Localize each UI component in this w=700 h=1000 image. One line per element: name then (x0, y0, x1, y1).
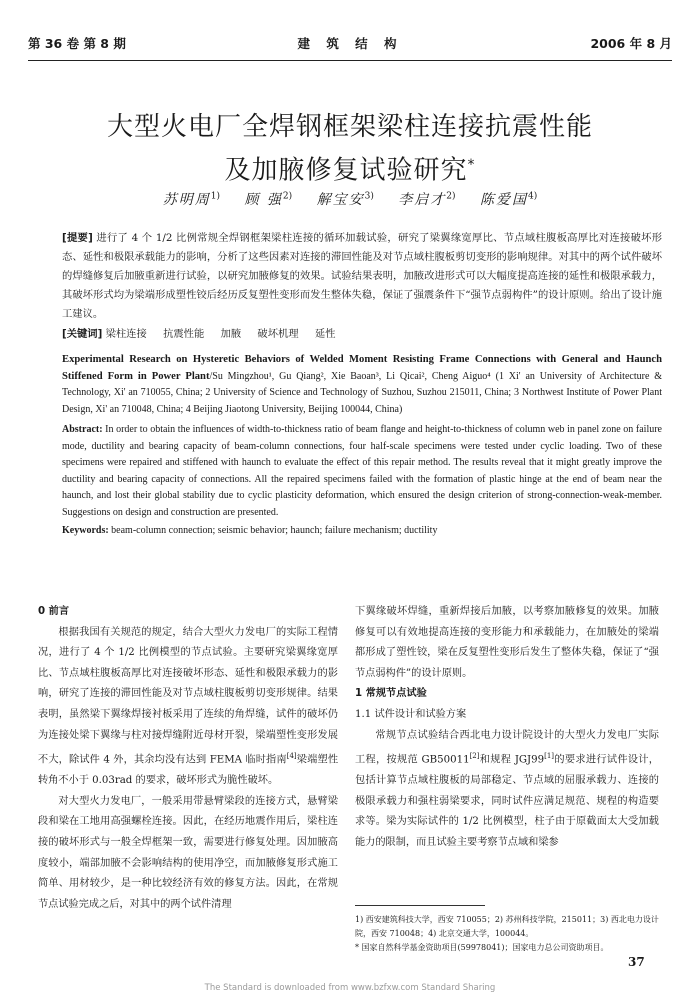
title-line-2: 及加腋修复试验研究 (224, 155, 468, 186)
keywords-label: [关键词] (62, 328, 103, 340)
author: 李启才$^{2)}$ (398, 191, 456, 208)
english-abstract-label: Abstract: (62, 424, 103, 435)
english-title: Experimental Research on Hysteretic Behaviors of Welded Moment Resisting Frame Connections with General and Haunch Stiffened Form in Power Plant (62, 354, 662, 382)
keyword: 抗震性能 (163, 328, 205, 340)
abstract-label: [提要] (62, 232, 93, 244)
author: 苏明周$^{1)}$ (162, 191, 220, 208)
download-watermark: The Standard is downloaded from www.bzfxw.com Standard Sharing (204, 983, 496, 993)
page-number: 37 (628, 955, 645, 969)
header-journal: 建 筑 结 构 (297, 36, 403, 51)
english-affiliations: (1 Xi' an University of Architecture & Technology, Xi' an 710055, China; 2 University of Science and Technology of Suzhou, Suzhou 215011, China; 3 Northwest Institute of Power Plant Design, Xi' an 710048, China; 4 Beijing Jiaotong University, Beijing 100044, China) (62, 370, 663, 415)
title-line-1: 大型火电厂全焊钢框架梁柱连接抗震性能 (106, 112, 593, 142)
abstract-chinese (62, 229, 662, 324)
body-paragraph-continued: 下翼缘破坏焊缝，重新焊接后加腋，以考察加腋修复的效果。加腋修复可以有效地提高连接的变形能力和承载能力，在加腋处的梁端都形成了塑性铰，梁在反复塑性变形后发生了整体失稳，保证了“强节点弱构件”的设计原则。 (355, 606, 659, 679)
paper-title (60, 108, 640, 190)
body-paragraph: 对大型火力发电厂，一般采用带悬臂梁段的连接方式，悬臂梁段和梁在工地用高强螺栓连接。因此，在经历地震作用后，梁柱连接的破坏形式与一般全焊框架一致，需要进行修复处理。因加腋高度较小，端部加腋不会影响结构的使用净空，而加腋修复形式施工简单、用材较少，是一种比较经济有效的修复方法。因此，在常规节点试验完成之后，对其中的两个试件清理 (38, 795, 338, 910)
section-heading-0: 0 前言 (38, 606, 70, 617)
author: 解宝安$^{3)}$ (316, 191, 374, 208)
body-column-left (38, 602, 338, 915)
body-paragraph: 常规节点试验结合西北电力设计院设计的大型火力发电厂实际工程，按规范 GB50011[2]和规程 JGJ99[1]的要求进行试件设计，包括计算节点域柱腹板的局部稳定、节点域的屈服承载力、连接的极限承载力和强柱弱梁要求，同时试件应满足规范、规程的构造要求等。梁为实际试件的 1/2 比例模型，柱子由于原截面太大受加载能力的限制，而且试验主要考察节点域和梁参 (355, 729, 659, 848)
body-paragraph: 根据我国有关规范的规定，结合大型火力发电厂的实际工程情况，进行了 4 个 1/2 比例模型的节点试验。主要研究梁翼缘宽厚比、节点域柱腹板高厚比对连接破坏形态、延性和极限承载力的影响，研究了连接的滞回性能及对节点域柱腹板剪切变形规律。结果表明，虽然梁下翼缘焊接衬板采用了连续的角焊缝，试件的破坏仍为连接处梁下翼缘与柱对接焊缝附近母材开裂，梁端塑性变形发展不大，除试件 4 外，其余均没有达到 FEMA 临时指南[4]梁端塑性转角不小于 0.03rad 的要求，破坏形式为脆性破坏。 (38, 626, 339, 787)
keyword: 加腋 (220, 328, 242, 340)
author: 顾 强$^{2)}$ (244, 191, 293, 208)
footnote-funding: * 国家自然科学基金资助项目(59978041)；国家电力总公司资助项目。 (355, 943, 609, 952)
keyword: 梁柱连接 (105, 328, 147, 340)
abstract-text: 进行了 4 个 1/2 比例常规全焊钢框架梁柱连接的循环加载试验，研究了梁翼缘宽厚比、节点域柱腹板高厚比对连接破坏形态、延性和极限承载能力的影响，分析了这些因素对连接的滞回性能及对节点域柱腹板剪切变形的影响规律。对其中的两个试件破坏的焊缝修复后加腋重新进行试验，以研究加腋修复的效果。试验结果表明，加腋改进形式可以大幅度提高连接的延性和极限承载力，其破坏形式均为梁端形成塑性铰后经历反复塑性变形而发生整体失稳，保证了强震条件下“强节点弱构件”的设计原则。给出了设计施工建议。 (62, 232, 663, 320)
footnote-affiliations: 1) 西安建筑科技大学，西安 710055；2) 苏州科技学院，215011；3) 西北电力设计院，西安 710048；4) 北京交通大学，100044。 (355, 915, 659, 938)
citation: [2] (469, 752, 480, 761)
citation: [4] (286, 752, 297, 761)
running-header (28, 34, 672, 54)
english-keywords-text: beam-column connection; seismic behavior; haunch; failure mechanism; ductility (111, 525, 438, 536)
english-keywords-label: Keywords: (62, 525, 109, 536)
keyword: 破坏机理 (257, 328, 299, 340)
body-column-right (355, 602, 659, 854)
author: 陈爱国$^{4)}$ (480, 191, 538, 208)
keyword: 延性 (314, 328, 336, 340)
header-date: 2006 年 8 月 (590, 36, 672, 51)
footnotes (355, 913, 659, 955)
footnote-rule (355, 905, 485, 906)
english-abstract-text: In order to obtain the influences of width-to-thickness ratio of beam flange and height-to-thickness of column web in panel zone on failure mode, ductility and bearing capacity of beam-column connections, four half-scale specimens were tested under cyclic loading. Two of these specimens were repaired and stiffened with haunch to evaluate the effect of this repair method. The results reveal that it might greatly improve the ductility and bearing capacity of connections. All the repaired specimens failed with the formation of plastic hinge at the end of beam near the haunch, and lost their global stability due to cyclic plasticity deformation, which ensured the design criterion of strong-connection-weak-member. Suggestions on design and construction are presented. (62, 424, 662, 518)
english-abstract-block (62, 352, 662, 540)
title-footnote-mark: * (467, 157, 476, 173)
header-volume: 第 36 卷 第 8 期 (28, 36, 126, 51)
subsection-heading-1-1: 1.1 试件设计和试验方案 (355, 708, 467, 720)
section-heading-1: 1 常规节点试验 (355, 688, 427, 700)
author-list (60, 189, 640, 209)
english-authors: /Su Mingzhou¹, Gu Qiang², Xie Baoan³, Li Qicai², Cheng Aiguo⁴ (209, 370, 491, 382)
keywords-chinese (62, 325, 662, 344)
citation: [1] (544, 752, 555, 761)
header-rule (28, 60, 672, 61)
